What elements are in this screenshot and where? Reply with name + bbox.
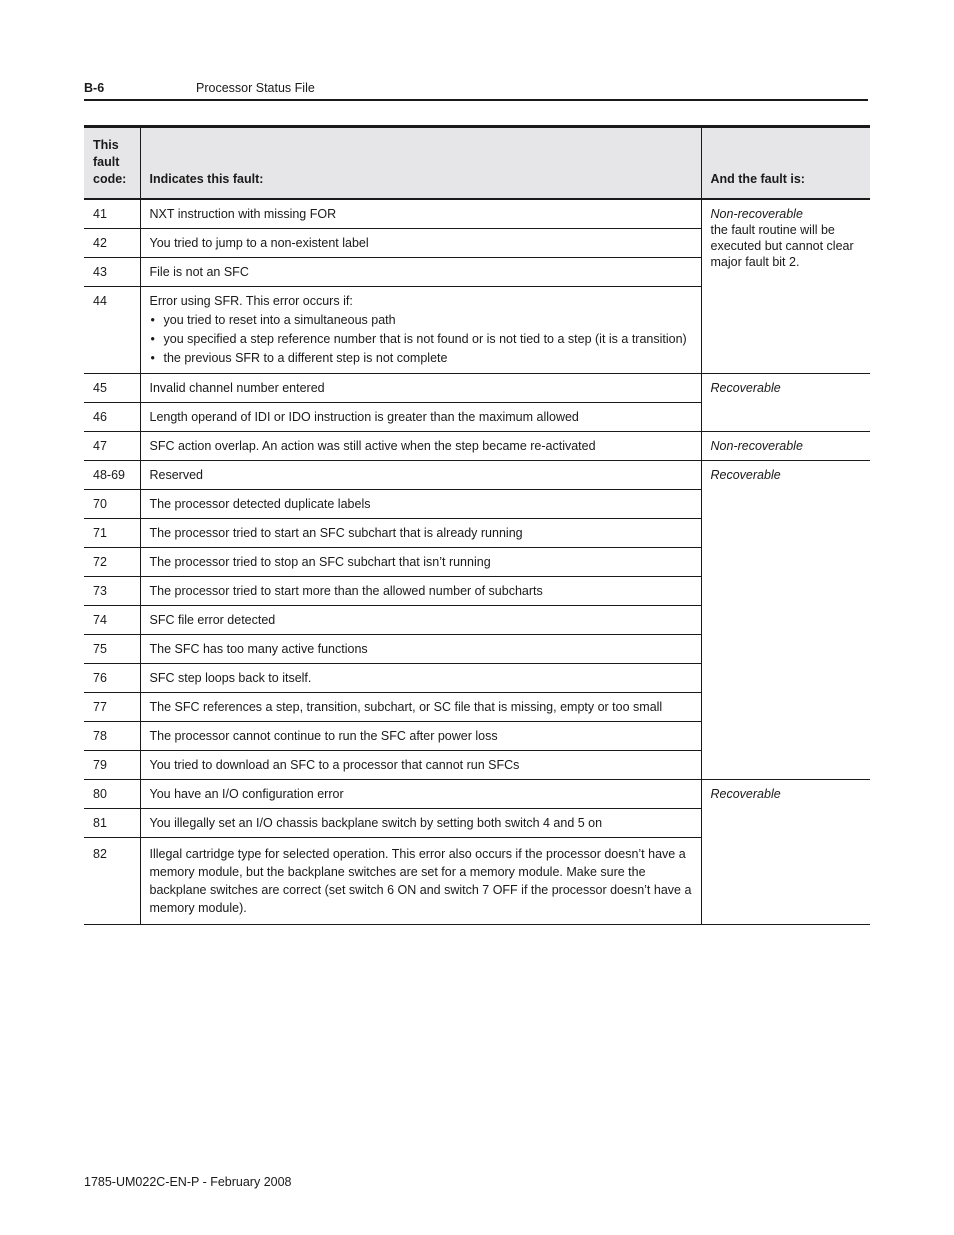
fault-code: 76 [84,664,140,693]
fault-type [701,199,870,374]
fault-code: 43 [84,258,140,287]
publication-footer: 1785-UM022C-EN-P - February 2008 [84,1175,292,1189]
fault-code: 48-69 [84,461,140,490]
fault-description: The SFC references a step, transition, subchart, or SC file that is missing, empty or too small [140,693,701,722]
fault-code: 47 [84,432,140,461]
fault-description-text: Error using SFR. This error occurs if: [149,294,353,308]
fault-code-table [84,125,870,925]
table-row [84,432,870,461]
fault-description: NXT instruction with missing FOR [140,199,701,229]
fault-type [701,374,870,432]
fault-code: 45 [84,374,140,403]
page-number: B-6 [84,81,105,95]
fault-code: 74 [84,606,140,635]
fault-type [701,461,870,780]
table-header-row [84,127,870,200]
fault-description: The processor tried to stop an SFC subchart that isn’t running [140,548,701,577]
header-fault-code: This fault code: [84,127,140,200]
fault-type-label: Recoverable [710,787,781,801]
fault-description: Reserved [140,461,701,490]
fault-code: 75 [84,635,140,664]
fault-code: 82 [84,838,140,925]
fault-description [140,287,701,374]
fault-code: 71 [84,519,140,548]
fault-description: SFC action overlap. An action was still active when the step became re-activated [140,432,701,461]
fault-description: Illegal cartridge type for selected operation. This error also occurs if the processor doesn’t have a memory module, but the backplane switches are set for a memory module. Make sure the backplane switches are correct (set switch 6 ON and switch 7 OFF if the processor doesn’t have a memory module). [140,838,701,925]
fault-description: The processor detected duplicate labels [140,490,701,519]
table-row [84,461,870,490]
fault-type [701,780,870,925]
list-item: • the previous SFR to a different step is not complete [150,349,692,368]
fault-code: 46 [84,403,140,432]
fault-description: Invalid channel number entered [140,374,701,403]
list-item: • you tried to reset into a simultaneous path [150,311,692,330]
fault-description: The SFC has too many active functions [140,635,701,664]
fault-code: 70 [84,490,140,519]
table-row [84,780,870,809]
section-title: Processor Status File [196,81,315,95]
fault-description: SFC file error detected [140,606,701,635]
fault-code: 72 [84,548,140,577]
fault-description: The processor tried to start more than the allowed number of subcharts [140,577,701,606]
fault-type-label: Recoverable [710,381,781,395]
fault-description: You have an I/O configuration error [140,780,701,809]
fault-code: 77 [84,693,140,722]
fault-description: You illegally set an I/O chassis backplane switch by setting both switch 4 and 5 on [140,809,701,838]
fault-description: SFC step loops back to itself. [140,664,701,693]
table-row [84,374,870,403]
fault-description: Length operand of IDI or IDO instruction is greater than the maximum allowed [140,403,701,432]
fault-description: File is not an SFC [140,258,701,287]
page-header [84,80,868,101]
fault-description: You tried to download an SFC to a processor that cannot run SFCs [140,751,701,780]
fault-code: 81 [84,809,140,838]
fault-type-label: Non-recoverable [710,207,803,221]
fault-code: 73 [84,577,140,606]
fault-type-label: Non-recoverable [710,439,803,453]
fault-type [701,432,870,461]
fault-code: 78 [84,722,140,751]
fault-type-label: Recoverable [710,468,781,482]
fault-description: You tried to jump to a non-existent label [140,229,701,258]
fault-type-note: the fault routine will be executed but cannot clear major fault bit 2. [710,223,854,269]
header-fault-type: And the fault is: [701,127,870,200]
header-fault-description: Indicates this fault: [140,127,701,200]
fault-code: 79 [84,751,140,780]
fault-code: 80 [84,780,140,809]
list-item: • you specified a step reference number that is not found or is not tied to a step (it is a transition) [150,330,692,349]
fault-code: 42 [84,229,140,258]
fault-description: The processor tried to start an SFC subchart that is already running [140,519,701,548]
fault-code: 41 [84,199,140,229]
fault-condition-list [150,311,692,368]
fault-code: 44 [84,287,140,374]
fault-description: The processor cannot continue to run the SFC after power loss [140,722,701,751]
table-row [84,199,870,229]
